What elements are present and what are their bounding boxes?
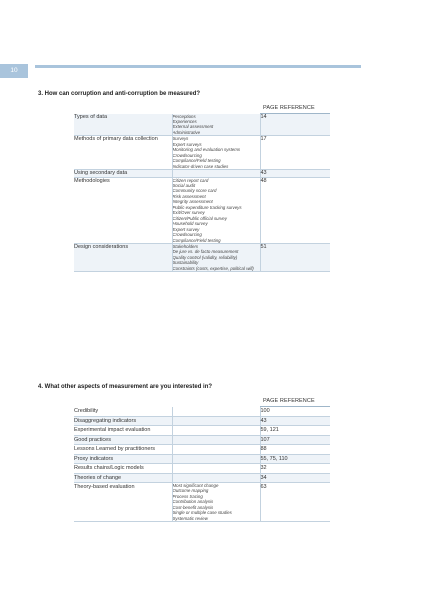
table-row [74, 114, 330, 136]
empty-cell [172, 407, 260, 417]
row-label: Methodologies [74, 177, 172, 243]
table-row [74, 454, 330, 464]
header-rule [35, 65, 361, 68]
row-label: Theories of change [74, 473, 172, 483]
sub-item: Systematic review [172, 515, 208, 521]
sub-item: Crowdsourcing [172, 232, 202, 238]
page-reference: 107 [260, 435, 330, 445]
row-label: Design considerations [74, 243, 172, 271]
sub-item: Quality control (validity, reliability) [172, 254, 238, 260]
page-reference-header: PAGE REFERENCE [260, 397, 330, 407]
sub-item: Administrative [172, 129, 201, 135]
table-row [74, 416, 330, 426]
sub-item: Sustainability [172, 260, 199, 266]
sub-item: Experiences [172, 118, 197, 124]
sub-item: Risk assessment [172, 193, 206, 199]
table-row [74, 136, 330, 170]
empty-cell [172, 435, 260, 445]
sub-item: Stakeholders [172, 243, 199, 249]
page-reference: 51 [260, 243, 330, 271]
sub-item-list [172, 483, 260, 522]
row-label: Using secondary data [74, 170, 172, 178]
sub-item: Integrity assessment [172, 199, 213, 205]
measurement-reference-table [74, 104, 330, 272]
sub-item: De jure vs. de facto measurement [172, 249, 239, 255]
empty-cell [172, 454, 260, 464]
row-label: Good practices [74, 435, 172, 445]
table-row [74, 483, 330, 522]
page-reference: 34 [260, 473, 330, 483]
sub-item: Exit/Over survey [172, 210, 205, 216]
page-reference: 17 [260, 136, 330, 170]
page-number: 10 [0, 64, 28, 78]
section-title-other-aspects: 4. What other aspects of measurement are you interested in? [38, 384, 213, 390]
row-label: Experimental impact evaluation [74, 426, 172, 436]
sub-item: Process tracing [172, 493, 203, 499]
sub-item-list [172, 114, 260, 136]
page-reference: 55, 75, 110 [260, 454, 330, 464]
row-label: Lessons Learned by practitioners [74, 445, 172, 455]
sub-item: Single or multiple case studies [172, 510, 232, 516]
page-reference: 63 [260, 483, 330, 522]
page-reference: 48 [260, 177, 330, 243]
sub-item: Indicator-driven case studies [172, 163, 229, 169]
empty-cell [172, 464, 260, 474]
sub-item: Expert surveys [172, 141, 202, 147]
table-row [74, 445, 330, 455]
empty-cell [172, 416, 260, 426]
row-label: Results chains/Logic models [74, 464, 172, 474]
sub-item-list [172, 136, 260, 170]
sub-item-list [172, 243, 260, 271]
page-reference: 43 [260, 170, 330, 178]
empty-cell [172, 445, 260, 455]
sub-item: Cost-benefit analysis [172, 504, 214, 510]
row-label: Credibility [74, 407, 172, 417]
empty-cell [172, 170, 260, 178]
row-label: Disaggregating indicators [74, 416, 172, 426]
page-reference: 100 [260, 407, 330, 417]
table-row [74, 464, 330, 474]
sub-item: Citizen report card [172, 177, 209, 183]
sub-item: Expert survey [172, 226, 200, 232]
row-label: Theory-based evaluation [74, 483, 172, 522]
table-row [74, 177, 330, 243]
section-title-measurement: 3. How can corruption and anti-corruption be measured? [38, 91, 201, 97]
row-label: Types of data [74, 114, 172, 136]
sub-item: Constraints (costs, expertise, political will) [172, 265, 254, 271]
page-reference: 59, 121 [260, 426, 330, 436]
page-reference: 88 [260, 445, 330, 455]
sub-item: Public expenditure tracking surveys [172, 204, 242, 210]
page-reference: 14 [260, 114, 330, 136]
table-row [74, 426, 330, 436]
empty-cell [172, 426, 260, 436]
sub-item: Crowdsourcing [172, 152, 202, 158]
sub-item: Outcome mapping [172, 488, 209, 494]
page-reference: 32 [260, 464, 330, 474]
sub-item: External assessment [172, 124, 214, 130]
sub-item: Most significant change [172, 483, 219, 488]
table-row [74, 243, 330, 271]
table-row [74, 435, 330, 445]
table-row [74, 473, 330, 483]
sub-item: Monitoring and evaluation systems [172, 147, 241, 153]
sub-item: Social audit [172, 182, 196, 188]
sub-item: Household survey [172, 221, 208, 227]
sub-item: Perceptions [172, 113, 196, 119]
empty-cell [172, 473, 260, 483]
page-reference-header: PAGE REFERENCE [260, 104, 330, 114]
row-label: Proxy indicators [74, 454, 172, 464]
sub-item: Citizen/Public official survey [172, 215, 227, 221]
sub-item: Surveys [172, 136, 189, 142]
sub-item-list [172, 177, 260, 243]
other-aspects-reference-table [74, 397, 330, 522]
table-row [74, 407, 330, 417]
row-label: Methods of primary data collection [74, 136, 172, 170]
page-reference: 43 [260, 416, 330, 426]
sub-item: Compliance/Field testing [172, 158, 221, 164]
sub-item: Contribution analysis [172, 499, 214, 505]
table-row [74, 170, 330, 178]
sub-item: Community score card [172, 188, 217, 194]
sub-item: Compliance/Field testing [172, 237, 221, 243]
